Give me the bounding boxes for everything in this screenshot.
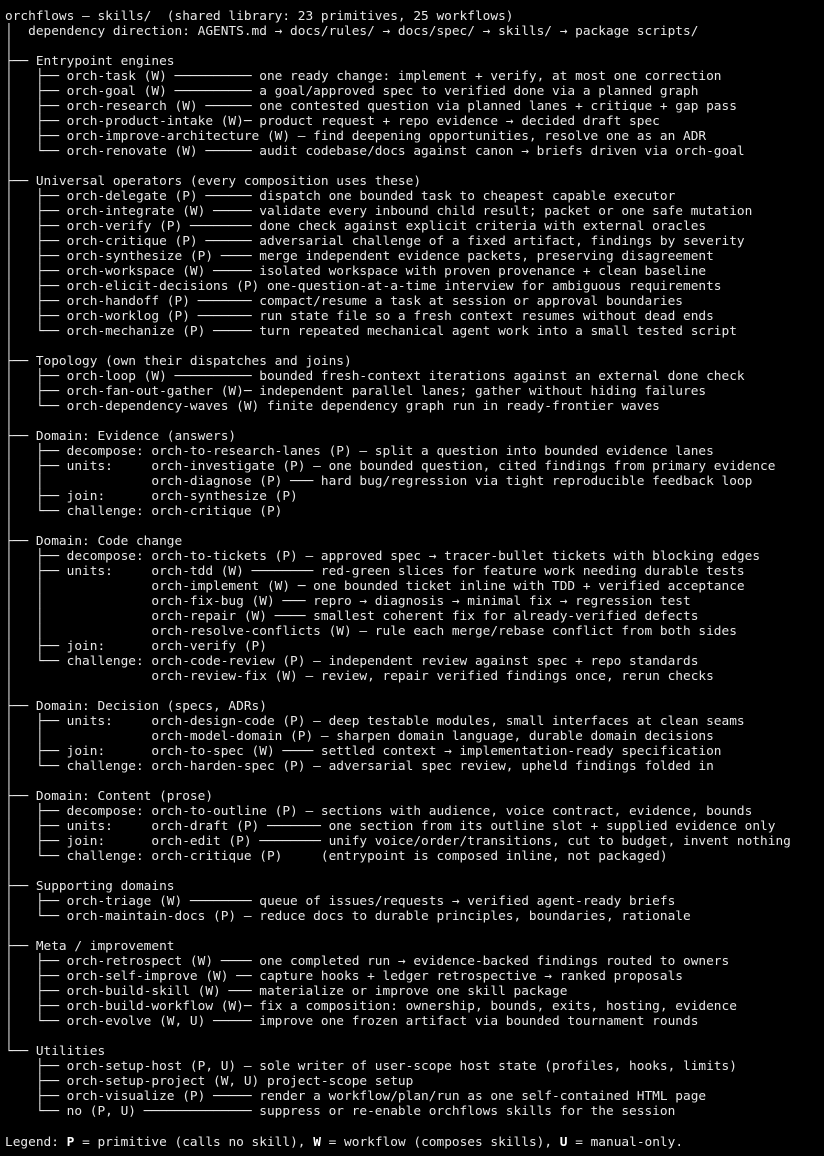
tree-line: │ └── challenge: orch-code-review (P) – independent review against spec + repo standards [5,654,699,669]
tree-line: │ ├── orch-loop (W) ────────── bounded fresh-context iterations against an external done check [5,369,745,384]
tree-line: │ ├── orch-goal (W) ────────── a goal/approved spec to verified done via a planned graph [5,84,699,99]
tree-line: │ ├── orch-workspace (W) ───── isolated workspace with proven provenance + clean baseline [5,264,707,279]
tree-line: │ ├── orch-build-skill (W) ─── materialize or improve one skill package [5,984,568,999]
tree-line: │ ├── orch-improve-architecture (W) – find deepening opportunities, resolve one as an ADR [5,129,707,144]
legend-workflow-desc: = workflow (composes skills), [320,1135,560,1150]
tree-line: │ [5,924,13,939]
tree-line: │ └── orch-dependency-waves (W) finite dependency graph run in ready-frontier waves [5,399,660,414]
tree-line: │ ├── orch-fan-out-gather (W)─ independent parallel lanes; gather without hiding failures [5,384,707,399]
tree-line: │ ├── orch-synthesize (P) ──── merge independent evidence packets, preserving disagreement [5,249,714,264]
legend-primitive-desc: = primitive (calls no skill), [74,1135,314,1150]
tree-line: │ ├── orch-triage (W) ──────── queue of issues/requests → verified agent-ready briefs [5,894,676,909]
tree-line: │ [5,39,13,54]
legend [5,1135,683,1150]
tree-line: │ ├── units: orch-tdd (W) ──────── red-green slices for feature work needing durable tests [5,564,745,579]
tree-line: │ ├── orch-build-workflow (W)─ fix a composition: ownership, bounds, exits, hosting, evidence [5,999,737,1014]
tree-line: │ ├── join: orch-verify (P) [5,639,267,654]
tree-line: │ │ orch-resolve-conflicts (W) – rule each merge/rebase conflict from both sides [5,624,737,639]
tree-line: ├── Universal operators (every composition uses these) [5,174,422,189]
tree-line: │ orch-review-fix (W) – review, repair verified findings once, rerun checks [5,669,714,684]
tree-line: │ ├── orch-self-improve (W) ── capture hooks + ledger retrospective → ranked proposals [5,969,683,984]
tree-line: │ │ orch-model-domain (P) – sharpen domain language, durable domain decisions [5,729,714,744]
tree-title: orchflows – skills/ (shared library: 23 primitives, 25 workflows) [5,9,514,24]
tree-line: │ [5,684,13,699]
tree-line: │ [5,774,13,789]
tree-line: ├── orch-setup-host (P, U) – sole writer of user-scope host state (profiles, hooks, limits) [5,1059,737,1074]
tree-line: │ ├── orch-critique (P) ────── adversarial challenge of a fixed artifact, findings by severity [5,234,745,249]
tree-line: ├── Supporting domains [5,879,175,894]
tree-line: ├── orch-setup-project (W, U) project-scope setup [5,1074,414,1089]
tree-line: │ ├── orch-retrospect (W) ──── one completed run → evidence-backed findings routed to owners [5,954,730,969]
tree-line: │ ├── orch-handoff (P) ─────── compact/resume a task at session or approval boundaries [5,294,683,309]
tree-line: │ [5,519,13,534]
tree-line: ├── Domain: Content (prose) [5,789,214,804]
tree-line: │ ├── units: orch-design-code (P) – deep testable modules, small interfaces at clean seams [5,714,745,729]
tree-line: ├── Domain: Decision (specs, ADRs) [5,699,267,714]
tree-line: │ ├── orch-product-intake (W)─ product request + repo evidence → decided draft spec [5,114,660,129]
tree-line: │ ├── decompose: orch-to-outline (P) – sections with audience, voice contract, evidence, bounds [5,804,753,819]
tree-line: │ └── challenge: orch-harden-spec (P) – adversarial spec review, upheld findings folded in [5,759,714,774]
tree-line: │ │ orch-implement (W) ─ one bounded ticket inline with TDD + verified acceptance [5,579,745,594]
tree-line: ├── Domain: Evidence (answers) [5,429,237,444]
tree-line: │ ├── join: orch-to-spec (W) ──── settled context → implementation-ready specification [5,744,722,759]
tree-line: │ │ orch-diagnose (P) ─── hard bug/regression via tight reproducible feedback loop [5,474,753,489]
legend-primitive-key: P [66,1135,75,1150]
legend-manual-desc: = manual-only. [567,1135,684,1150]
tree-line: │ ├── decompose: orch-to-research-lanes (P) – split a question into bounded evidence lanes [5,444,714,459]
tree-line: │ ├── orch-delegate (P) ────── dispatch one bounded task to cheapest capable executor [5,189,676,204]
tree-line: ├── Topology (own their dispatches and joins) [5,354,352,369]
tree-line: │ ├── units: orch-investigate (P) – one bounded question, cited findings from primary evidence [5,459,776,474]
skills-tree [5,9,821,1119]
tree-line: │ ├── orch-integrate (W) ───── validate every inbound child result; packet or one safe mutation [5,204,753,219]
tree-line: │ └── challenge: orch-critique (P) (entrypoint is composed inline, not packaged) [5,849,668,864]
tree-line: │ [5,339,13,354]
tree-line: │ └── challenge: orch-critique (P) [5,504,283,519]
tree-line: │ └── orch-maintain-docs (P) – reduce docs to durable principles, boundaries, rationale [5,909,691,924]
tree-line: └── no (P, U) ────────────── suppress or re-enable orchflows skills for the session [5,1104,676,1119]
tree-line: ├── Entrypoint engines [5,54,175,69]
legend-workflow-key: W [313,1135,321,1150]
tree-line: │ ├── orch-worklog (P) ─────── run state file so a fresh context resumes without dead ends [5,309,714,324]
tree-line: │ ├── orch-research (W) ────── one contested question via planned lanes + critique + gap pass [5,99,737,114]
tree-line: │ ├── join: orch-edit (P) ──────── unify voice/order/transitions, cut to budget, invent nothing [5,834,791,849]
tree-line: │ ├── orch-elicit-decisions (P) one-question-at-a-time interview for ambiguous requirements [5,279,722,294]
tree-line: └── Utilities [5,1044,106,1059]
tree-line: │ [5,159,13,174]
tree-line: │ [5,864,13,879]
tree-line: ├── Domain: Code change [5,534,183,549]
tree-line: │ └── orch-evolve (W, U) ───── improve one frozen artifact via bounded tournament rounds [5,1014,699,1029]
legend-manual-key: U [559,1135,568,1150]
tree-line: │ │ orch-repair (W) ──── smallest coherent fix for already-verified defects [5,609,699,624]
tree-line: │ dependency direction: AGENTS.md → docs/rules/ → docs/spec/ → skills/ → package scripts/ [5,24,699,39]
tree-line: │ ├── orch-task (W) ────────── one ready change: implement + verify, at most one correction [5,69,722,84]
tree-line: ├── Meta / improvement [5,939,175,954]
tree-line: │ ├── units: orch-draft (P) ─────── one section from its outline slot + supplied evidence only [5,819,776,834]
tree-line: │ [5,1029,13,1044]
tree-line: │ │ orch-fix-bug (W) ─── repro → diagnosis → minimal fix → regression test [5,594,691,609]
tree-line: │ └── orch-mechanize (P) ───── turn repeated mechanical agent work into a small tested script [5,324,737,339]
tree-line: │ [5,414,13,429]
tree-line: │ ├── decompose: orch-to-tickets (P) – approved spec → tracer-bullet tickets with blocking edges [5,549,761,564]
legend-label: Legend: [5,1135,67,1150]
tree-line: │ └── orch-renovate (W) ────── audit codebase/docs against canon → briefs driven via orch-goal [5,144,745,159]
tree-line: │ ├── orch-verify (P) ──────── done check against explicit criteria with external oracles [5,219,707,234]
tree-line: ├── orch-visualize (P) ───── render a workflow/plan/run as one self-contained HTML page [5,1089,707,1104]
tree-line: │ ├── join: orch-synthesize (P) [5,489,298,504]
